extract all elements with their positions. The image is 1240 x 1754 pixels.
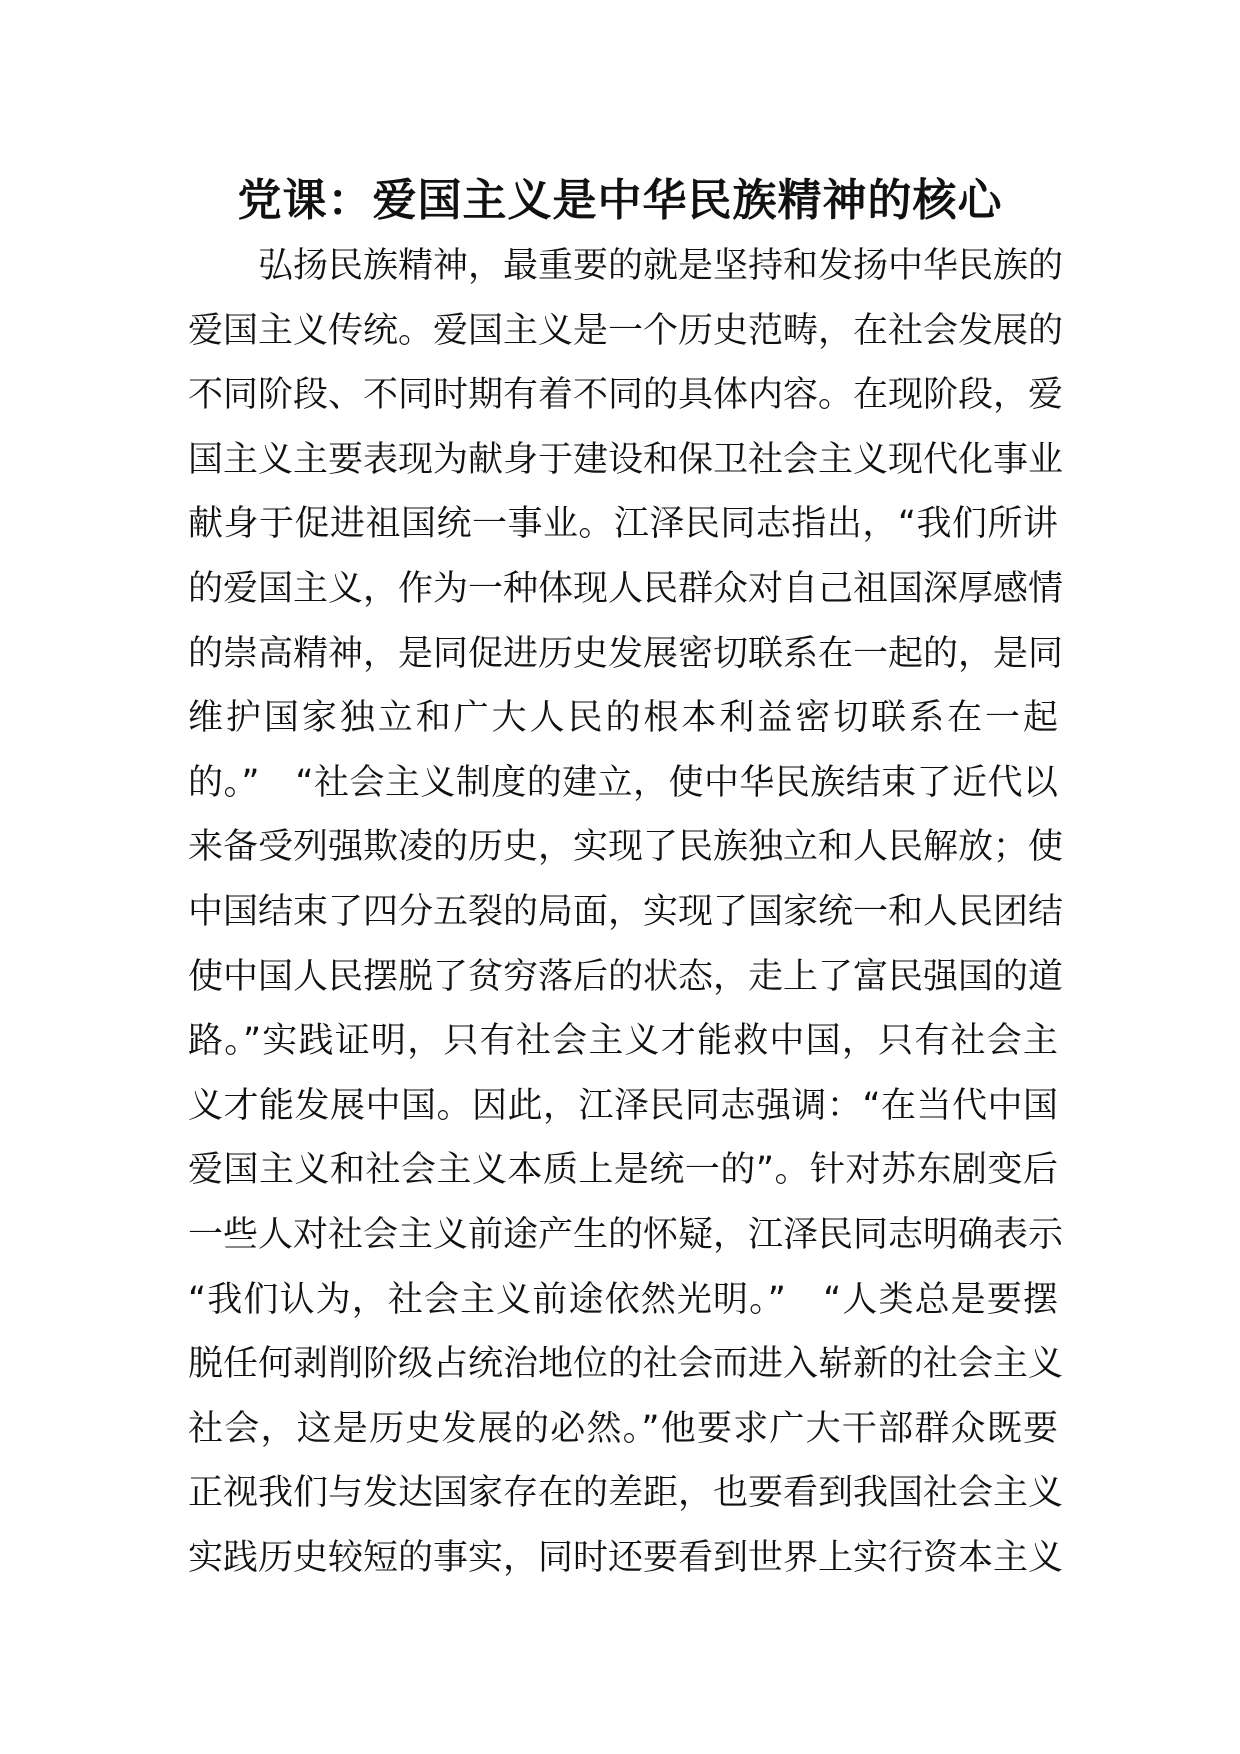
body-line: 路。”实践证明，只有社会主义才能救中国，只有社会主 [188, 1021, 1058, 1062]
body-line: 社会，这是历史发展的必然。”他要求广大干部群众既要 [188, 1408, 1058, 1449]
body-line: 的爱国主义，作为一种体现人民群众对自己祖国深厚感情 [188, 568, 1064, 609]
body-line: 中国结束了四分五裂的局面，实现了国家统一和人民团结 [188, 891, 1064, 932]
body-line: 来备受列强欺凌的历史，实现了民族独立和人民解放；使 [188, 827, 1064, 868]
body-line: 不同阶段、不同时期有着不同的具体内容。在现阶段，爱 [188, 375, 1064, 416]
body-line: 爱国主义传统。爱国主义是一个历史范畴，在社会发展的 [188, 310, 1064, 351]
body-line: 正视我们与发达国家存在的差距，也要看到我国社会主义 [188, 1473, 1064, 1514]
body-line: 使中国人民摆脱了贫穷落后的状态，走上了富民强国的道 [188, 956, 1064, 997]
body-line: 国主义主要表现为献身于建设和保卫社会主义现代化事业 [188, 439, 1064, 480]
body-line: 实践历史较短的事实，同时还要看到世界上实行资本主义 [188, 1537, 1064, 1578]
body-line: 的。” “社会主义制度的建立，使中华民族结束了近代以 [188, 762, 1058, 803]
body-line: 义才能发展中国。因此，江泽民同志强调：“在当代中国 [188, 1085, 1058, 1126]
body-line: 献身于促进祖国统一事业。江泽民同志指出，“我们所讲 [188, 504, 1058, 545]
document-title: 党课：爱国主义是中华民族精神的核心 [237, 175, 1003, 226]
body-line: 维护国家独立和广大人民的根本利益密切联系在一起 [188, 698, 1058, 739]
body-line: 的崇高精神，是同促进历史发展密切联系在一起的，是同 [188, 633, 1064, 674]
body-line: 爱国主义和社会主义本质上是统一的”。针对苏东剧变后 [188, 1150, 1058, 1191]
body-line: “我们认为，社会主义前途依然光明。” “人类总是要摆 [188, 1279, 1058, 1320]
body-line: 弘扬民族精神，最重要的就是坚持和发扬中华民族的 [258, 246, 1064, 286]
document-body [188, 234, 1064, 1590]
body-line: 脱任何剥削阶级占统治地位的社会而进入崭新的社会主义 [188, 1344, 1064, 1385]
body-line: 一些人对社会主义前途产生的怀疑，江泽民同志明确表示 [188, 1214, 1064, 1255]
